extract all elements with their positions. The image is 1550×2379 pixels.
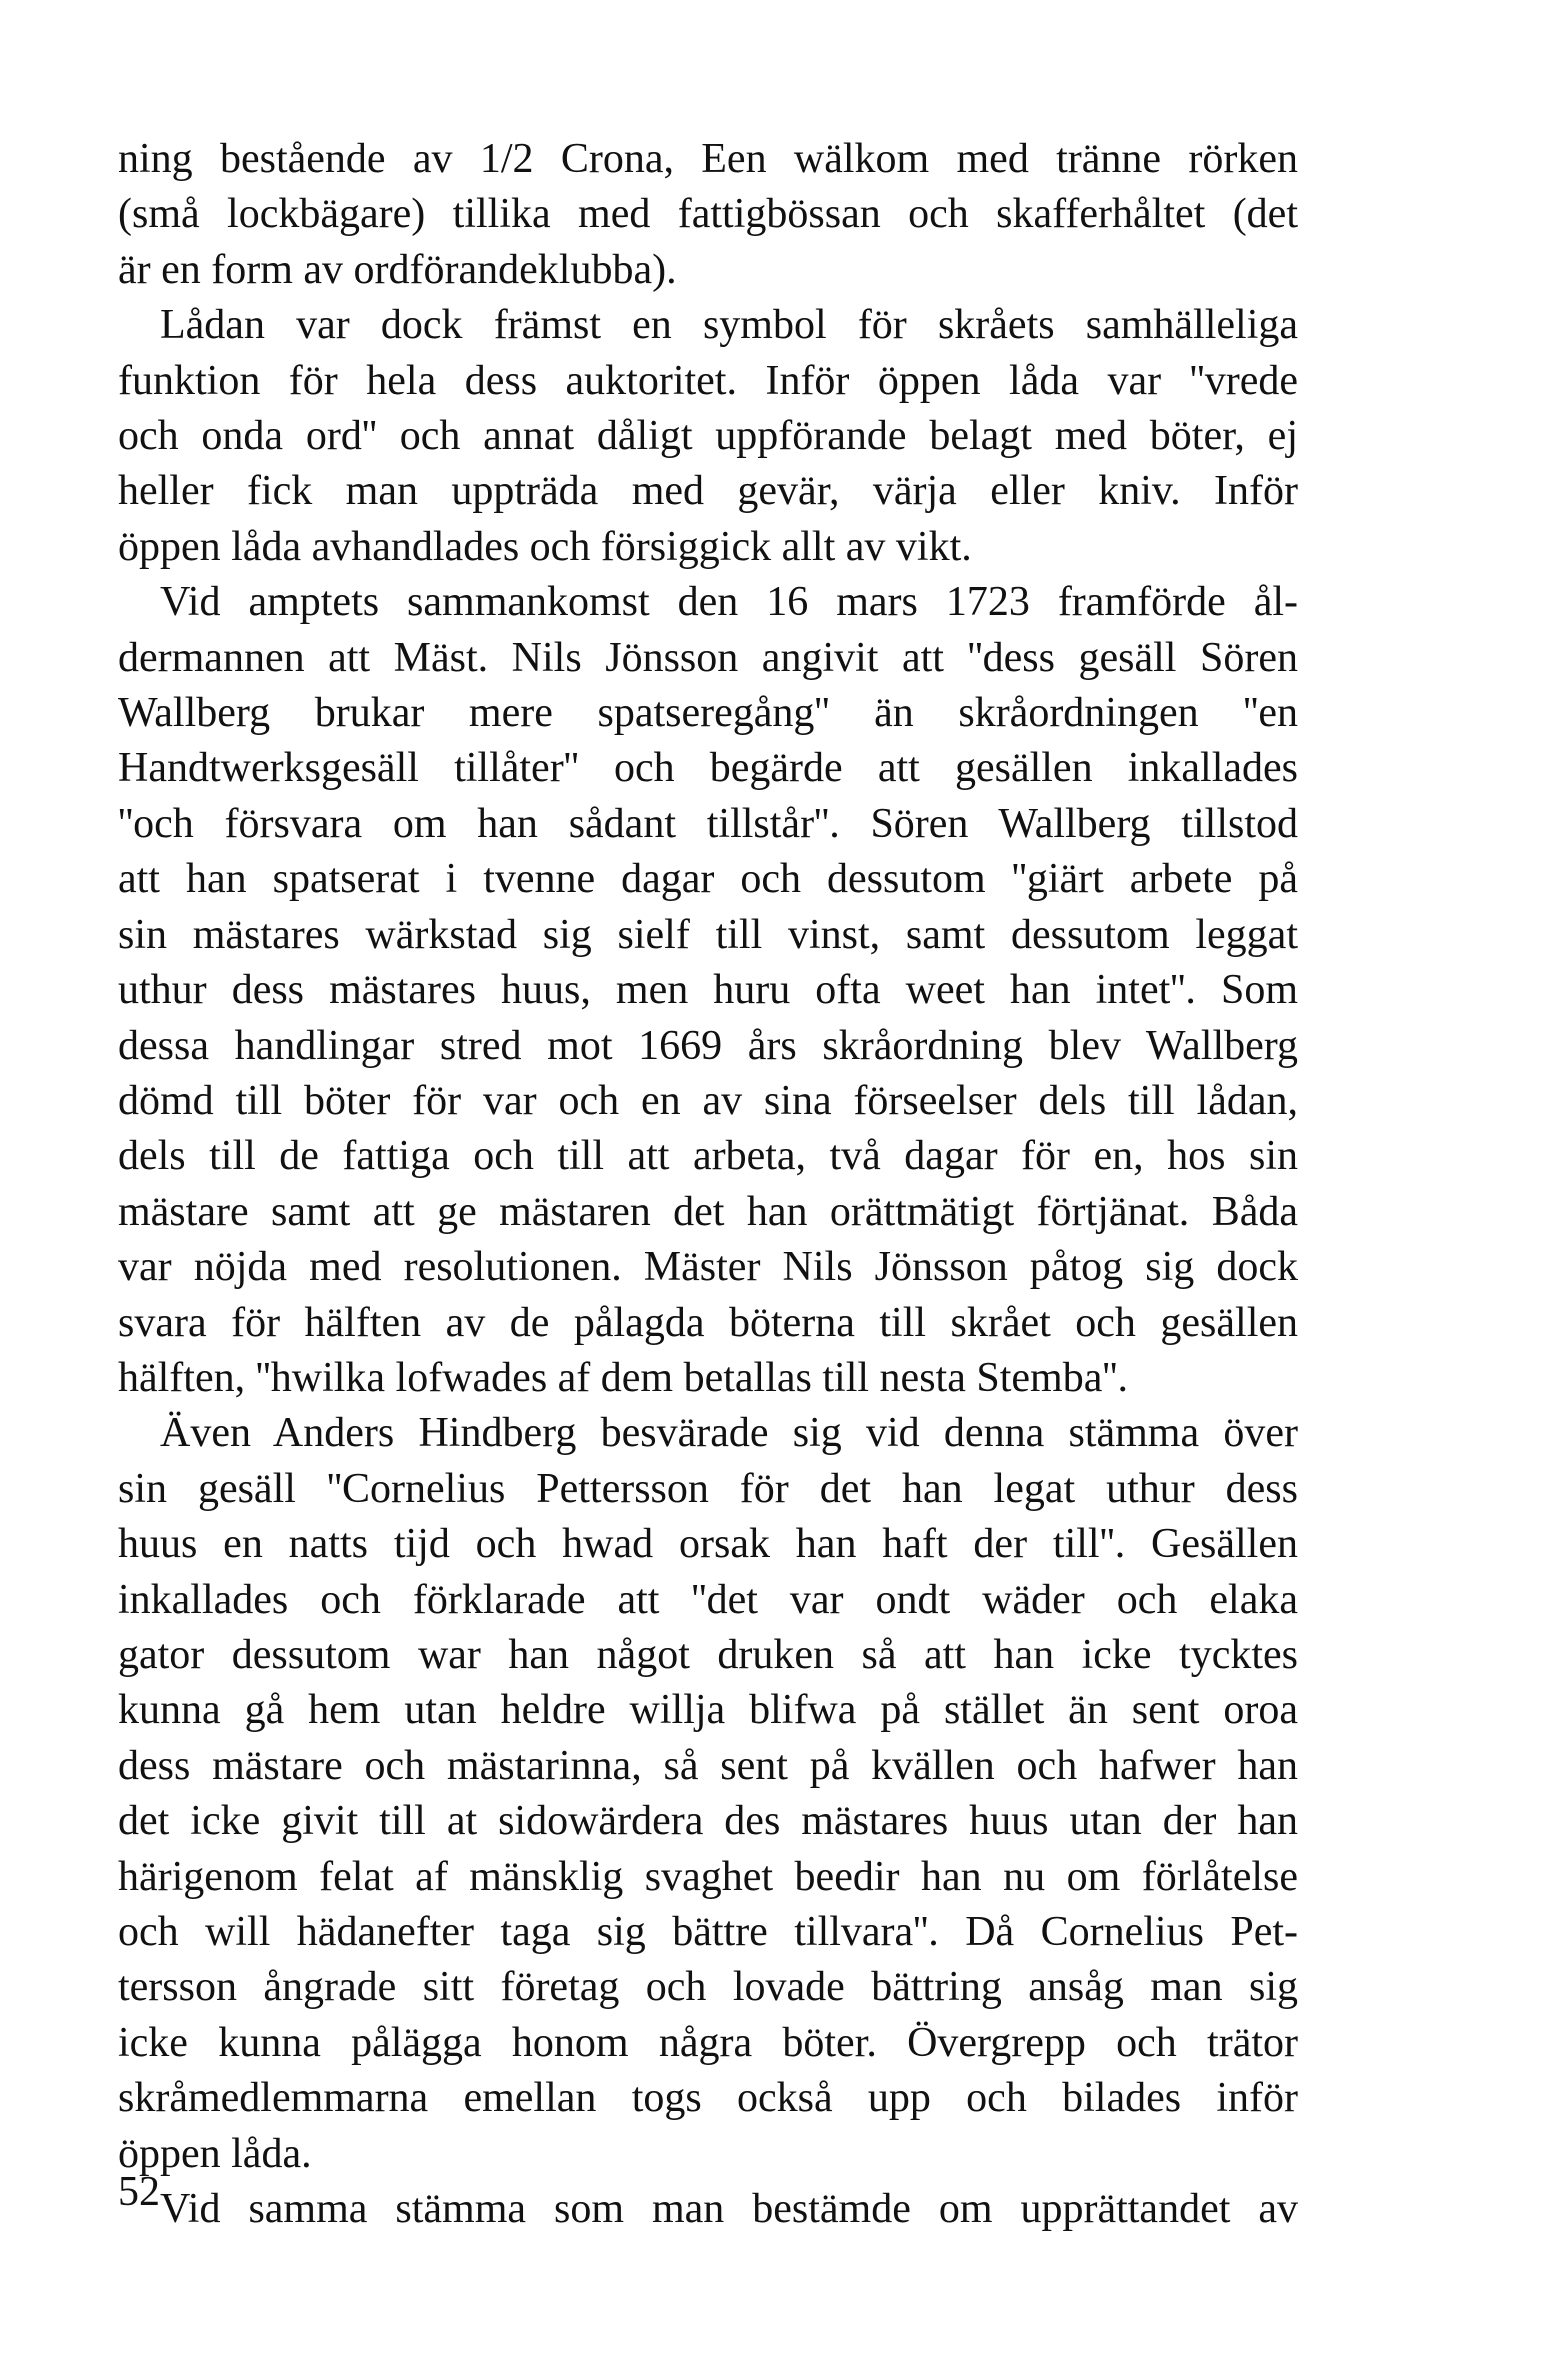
text-line: Vid samma stämma som man bestämde om upprättandet av xyxy=(160,2186,1298,2233)
text-line: gator dessutom war han något druken så att han icke tycktes xyxy=(118,1631,1298,1678)
text-line: var nöjda med resolutionen. Mäster Nils Jönsson påtog sig dock xyxy=(118,1244,1298,1291)
text-line: öppen låda. xyxy=(118,2130,312,2177)
text-line: heller fick man uppträda med gevär, värja eller kniv. Inför xyxy=(118,468,1298,515)
text-line: dermannen att Mäst. Nils Jönsson angivit att ''dess gesäll Sören xyxy=(118,634,1298,681)
body-text xyxy=(118,132,1298,2237)
text-line: kunna gå hem utan heldre willja blifwa på stället än sent oroa xyxy=(118,1687,1298,1734)
text-line: svara för hälften av de pålagda böterna till skrået och gesällen xyxy=(118,1299,1298,1346)
text-line: dess mästare och mästarinna, så sent på kvällen och hafwer han xyxy=(118,1742,1298,1789)
text-line: Handtwerksgesäll tillåter'' och begärde att gesällen inkallades xyxy=(118,745,1298,792)
text-line: funktion för hela dess auktoritet. Inför öppen låda var ''vrede xyxy=(118,357,1298,404)
text-line: ning bestående av 1/2 Crona, Een wälkom med tränne rörken xyxy=(118,136,1298,182)
text-line: tersson ångrade sitt företag och lovade bättring ansåg man sig xyxy=(118,1964,1298,2011)
text-line: det icke givit till at sidowärdera des mästares huus utan der han xyxy=(118,1798,1298,1845)
paragraph xyxy=(118,575,1298,1406)
text-line: dessa handlingar stred mot 1669 års skråordning blev Wallberg xyxy=(118,1022,1298,1069)
text-line: Lådan var dock främst en symbol för skråets samhälleliga xyxy=(160,302,1298,349)
text-line: dömd till böter för var och en av sina förseelser dels till lådan, xyxy=(118,1077,1298,1124)
text-line: Även Anders Hindberg besvärade sig vid denna stämma över xyxy=(160,1410,1298,1457)
text-line: hälften, ''hwilka lofwades af dem betallas till nesta Stemba''. xyxy=(118,1354,1128,1401)
text-line: sin gesäll ''Cornelius Pettersson för det han legat uthur dess xyxy=(118,1465,1298,1512)
text-line: uthur dess mästares huus, men huru ofta weet han intet''. Som xyxy=(118,967,1298,1014)
paragraph xyxy=(118,1406,1298,2182)
text-line: och will hädanefter taga sig bättre tillvara''. Då Cornelius Pet- xyxy=(118,1909,1298,1955)
paragraph xyxy=(118,132,1298,298)
text-line: och onda ord'' och annat dåligt uppförande belagt med böter, ej xyxy=(118,413,1298,460)
paragraph xyxy=(118,298,1298,575)
text-line: (små lockbägare) tillika med fattigbössan och skafferhåltet (det xyxy=(118,191,1298,238)
text-line: Vid amptets sammankomst den 16 mars 1723 framförde ål- xyxy=(160,579,1298,626)
text-line: öppen låda avhandlades och försiggick allt av vikt. xyxy=(118,523,972,570)
text-line: icke kunna pålägga honom några böter. Övergrepp och trätor xyxy=(118,2019,1298,2066)
text-line: är en form av ordförandeklubba). xyxy=(118,246,677,293)
text-line: mästare samt att ge mästaren det han orättmätigt förtjänat. Båda xyxy=(118,1188,1298,1235)
text-line: att han spatserat i tvenne dagar och dessutom ''giärt arbete på xyxy=(118,856,1298,903)
text-line: ''och försvara om han sådant tillstår''. Sören Wallberg tillstod xyxy=(118,800,1298,847)
page-number: 52 xyxy=(118,2169,160,2215)
paragraph xyxy=(118,2182,1298,2237)
text-line: skråmedlemmarna emellan togs också upp och bilades inför xyxy=(118,2075,1298,2122)
text-line: härigenom felat af mänsklig svaghet beedir han nu om förlåtelse xyxy=(118,1853,1298,1900)
text-line: dels till de fattiga och till att arbeta, två dagar för en, hos sin xyxy=(118,1133,1298,1180)
text-line: sin mästares wärkstad sig sielf till vinst, samt dessutom leggat xyxy=(118,911,1298,958)
text-line: huus en natts tijd och hwad orsak han haft der till''. Gesällen xyxy=(118,1521,1298,1568)
text-line: inkallades och förklarade att ''det var ondt wäder och elaka xyxy=(118,1576,1298,1623)
text-line: Wallberg brukar mere spatseregång'' än skråordningen ''en xyxy=(118,690,1298,737)
